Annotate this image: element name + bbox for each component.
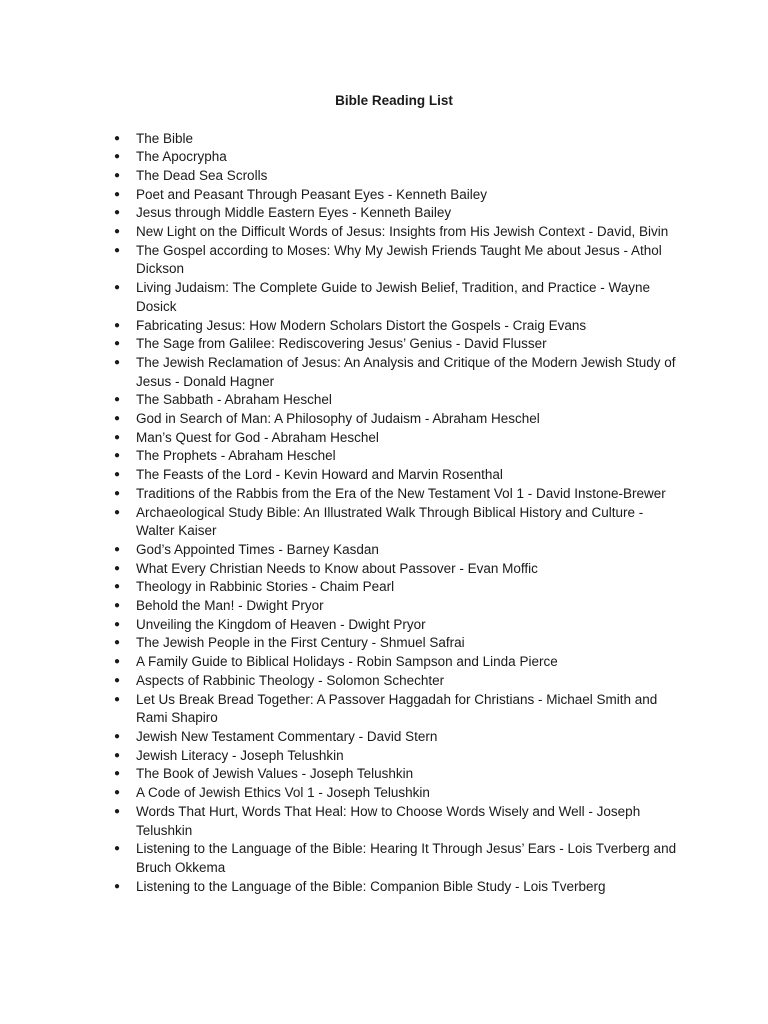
list-item-text: The Book of Jewish Values - Joseph Telushkin	[136, 766, 414, 782]
bullet-icon: ●	[114, 656, 121, 668]
bullet-icon: ●	[114, 637, 121, 649]
bullet-icon: ●	[114, 169, 121, 181]
bullet-icon: ●	[114, 282, 121, 294]
list-item	[114, 279, 682, 316]
list-item	[114, 597, 682, 616]
list-item-text: Man’s Quest for God - Abraham Heschel	[136, 429, 379, 445]
list-item	[114, 354, 682, 391]
bullet-icon: ●	[114, 244, 121, 256]
bullet-icon: ●	[114, 787, 121, 799]
bullet-icon: ●	[114, 843, 121, 855]
list-item	[114, 784, 682, 803]
reading-list	[114, 130, 682, 897]
list-item-text: What Every Christian Needs to Know about Passover - Evan Moffic	[136, 560, 538, 576]
list-item-text: The Feasts of the Lord - Kevin Howard and Marvin Rosenthal	[136, 467, 503, 483]
bullet-icon: ●	[114, 731, 121, 742]
list-item	[114, 504, 682, 541]
bullet-icon: ●	[114, 413, 121, 425]
list-item	[114, 616, 682, 635]
list-item	[114, 747, 682, 766]
list-item	[114, 167, 682, 186]
list-item-text: The Gospel according to Moses: Why My Jewish Friends Taught Me about Jesus - Athol Dickson	[136, 242, 662, 277]
bullet-icon: ●	[114, 188, 121, 200]
bullet-icon: ●	[114, 356, 121, 368]
list-item-text: Aspects of Rabbinic Theology - Solomon Schechter	[136, 672, 445, 688]
list-item	[114, 429, 682, 448]
list-item	[114, 878, 682, 897]
bullet-icon: ●	[114, 768, 121, 780]
list-item-text: The Bible	[136, 130, 194, 146]
list-item	[114, 335, 682, 354]
list-item-text: Let Us Break Bread Together: A Passover Haggadah for Christians - Michael Smith and Rami Shapiro	[136, 691, 658, 726]
bullet-icon: ●	[114, 880, 121, 892]
list-item-text: Jesus through Middle Eastern Eyes - Kenneth Bailey	[136, 205, 452, 221]
list-item	[114, 130, 682, 149]
list-item-text: The Sage from Galilee: Rediscovering Jesus’ Genius - David Flusser	[136, 336, 547, 352]
list-item	[114, 672, 682, 691]
list-item	[114, 410, 682, 429]
list-item	[114, 391, 682, 410]
list-item-text: New Light on the Difficult Words of Jesus: Insights from His Jewish Context - David, Bivin	[136, 224, 669, 240]
bullet-icon: ●	[114, 805, 121, 817]
bullet-icon: ●	[114, 338, 121, 350]
list-item-text: Living Judaism: The Complete Guide to Jewish Belief, Tradition, and Practice - Wayne Dosick	[136, 280, 650, 314]
list-item	[114, 803, 682, 840]
list-item	[114, 840, 682, 877]
bullet-icon: ●	[114, 543, 121, 555]
list-item-text: The Prophets - Abraham Heschel	[136, 448, 336, 464]
list-item-text: The Apocrypha	[136, 149, 227, 165]
bullet-icon: ●	[114, 506, 121, 518]
list-item-text: Theology in Rabbinic Stories - Chaim Pearl	[136, 579, 395, 595]
list-item-text: The Dead Sea Scrolls	[136, 167, 268, 183]
list-item-text: Fabricating Jesus: How Modern Scholars Distort the Gospels - Craig Evans	[136, 317, 587, 333]
list-item-text: Archaeological Study Bible: An Illustrated Walk Through Biblical History and Culture - Walter Kaiser	[136, 504, 644, 539]
list-item	[114, 317, 682, 336]
bullet-icon: ●	[114, 674, 121, 686]
list-item-text: Jewish Literacy - Joseph Telushkin	[136, 747, 344, 763]
list-item-text: A Code of Jewish Ethics Vol 1 - Joseph Telushkin	[136, 785, 430, 801]
bullet-icon: ●	[114, 600, 121, 612]
list-item-text: Poet and Peasant Through Peasant Eyes - Kenneth Bailey	[136, 186, 487, 202]
bullet-icon: ●	[114, 487, 121, 499]
list-item-text: Traditions of the Rabbis from the Era of the New Testament Vol 1 - David Instone-Brewer	[136, 485, 666, 501]
bullet-icon: ●	[114, 749, 121, 761]
list-item	[114, 485, 682, 504]
list-item-text: Listening to the Language of the Bible: Companion Bible Study - Lois Tverberg	[136, 878, 606, 894]
list-item	[114, 578, 682, 597]
list-item	[114, 560, 682, 579]
bullet-icon: ●	[114, 469, 121, 481]
bullet-icon: ●	[114, 319, 121, 331]
list-item	[114, 223, 682, 242]
list-item	[114, 186, 682, 205]
bullet-icon: ●	[114, 431, 121, 443]
bullet-icon: ●	[114, 693, 121, 705]
list-item-text: The Jewish Reclamation of Jesus: An Analysis and Critique of the Modern Jewish Study of Jesus - Donald Hagner	[136, 354, 676, 389]
list-item	[114, 242, 682, 279]
bullet-icon: ●	[114, 450, 121, 462]
bullet-icon: ●	[114, 394, 121, 406]
list-item	[114, 204, 682, 223]
list-item	[114, 148, 682, 167]
list-item	[114, 634, 682, 653]
list-item-text: Words That Hurt, Words That Heal: How to Choose Words Wisely and Well - Joseph Telushkin	[136, 803, 641, 838]
list-item	[114, 447, 682, 466]
bullet-icon: ●	[114, 226, 121, 238]
bullet-icon: ●	[114, 562, 121, 574]
list-item-text: Unveiling the Kingdom of Heaven - Dwight Pryor	[136, 616, 426, 632]
list-item	[114, 765, 682, 784]
list-item-text: God’s Appointed Times - Barney Kasdan	[136, 541, 379, 557]
bullet-icon: ●	[114, 132, 121, 144]
list-item	[114, 728, 682, 747]
bullet-icon: ●	[114, 207, 121, 219]
bullet-icon: ●	[114, 581, 121, 593]
list-item	[114, 653, 682, 672]
bullet-icon: ●	[114, 151, 121, 163]
list-item	[114, 466, 682, 485]
list-item-text: The Sabbath - Abraham Heschel	[136, 392, 332, 408]
list-item	[114, 691, 682, 728]
list-item-text: The Jewish People in the First Century - Shmuel Safrai	[136, 635, 465, 651]
list-item-text: A Family Guide to Biblical Holidays - Robin Sampson and Linda Pierce	[136, 654, 558, 670]
list-item-text: Jewish New Testament Commentary - David Stern	[136, 729, 438, 744]
bullet-icon: ●	[114, 618, 121, 630]
list-item-text: God in Search of Man: A Philosophy of Judaism - Abraham Heschel	[136, 411, 540, 427]
list-item	[114, 541, 682, 560]
list-item-text: Behold the Man! - Dwight Pryor	[136, 598, 324, 614]
list-item-text: Listening to the Language of the Bible: Hearing It Through Jesus’ Ears - Lois Tverberg and Bruch Okkema	[136, 841, 677, 875]
page-title: Bible Reading List	[335, 93, 453, 108]
